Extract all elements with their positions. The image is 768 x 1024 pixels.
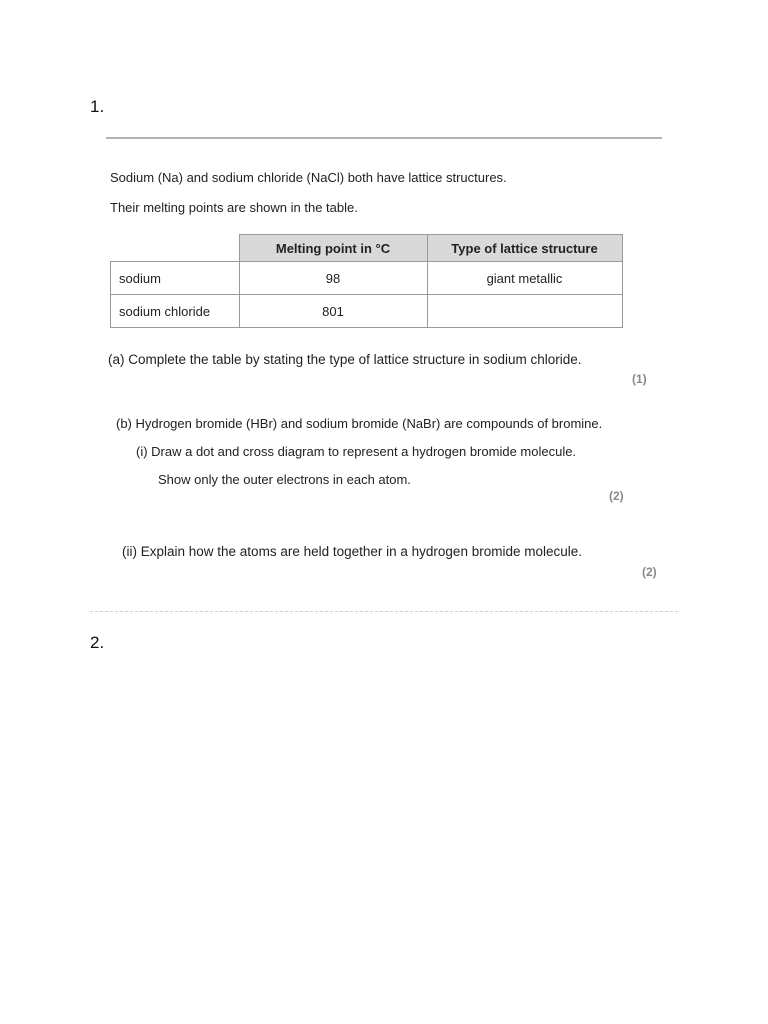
row-label-sodium: sodium [111, 262, 240, 295]
part-b-i-marks: (2) [609, 489, 624, 503]
cell-melting-point-sodium-chloride: 801 [239, 295, 427, 328]
part-b-i-line-1: (i) Draw a dot and cross diagram to represent a hydrogen bromide molecule. [136, 444, 577, 459]
table-header-row [111, 235, 623, 262]
intro-line-2: Their melting points are shown in the table. [110, 200, 358, 215]
part-a-text: (a) Complete the table by stating the type of lattice structure in sodium chloride. [108, 352, 582, 367]
cell-lattice-sodium: giant metallic [427, 262, 622, 295]
part-b-ii-text: (ii) Explain how the atoms are held together in a hydrogen bromide molecule. [122, 544, 583, 559]
table-row [111, 295, 623, 328]
question-2-number: 2. [90, 633, 105, 652]
table-header-lattice-type: Type of lattice structure [427, 235, 622, 262]
part-b-ii-marks: (2) [642, 565, 657, 579]
part-b-text: (b) Hydrogen bromide (HBr) and sodium bromide (NaBr) are compounds of bromine. [116, 416, 603, 431]
part-b-i-line-2: Show only the outer electrons in each atom. [158, 472, 411, 487]
question-1-number: 1. [90, 97, 105, 116]
part-a-marks: (1) [632, 372, 647, 386]
cell-melting-point-sodium: 98 [239, 262, 427, 295]
question-divider [90, 611, 678, 612]
header-rule [106, 137, 662, 139]
melting-point-table [110, 234, 623, 328]
table-header-melting-point: Melting point in °C [239, 235, 427, 262]
intro-line-1: Sodium (Na) and sodium chloride (NaCl) both have lattice structures. [110, 170, 507, 185]
table-row [111, 262, 623, 295]
cell-lattice-sodium-chloride [427, 295, 622, 328]
table-header-empty [111, 235, 240, 262]
row-label-sodium-chloride: sodium chloride [111, 295, 240, 328]
